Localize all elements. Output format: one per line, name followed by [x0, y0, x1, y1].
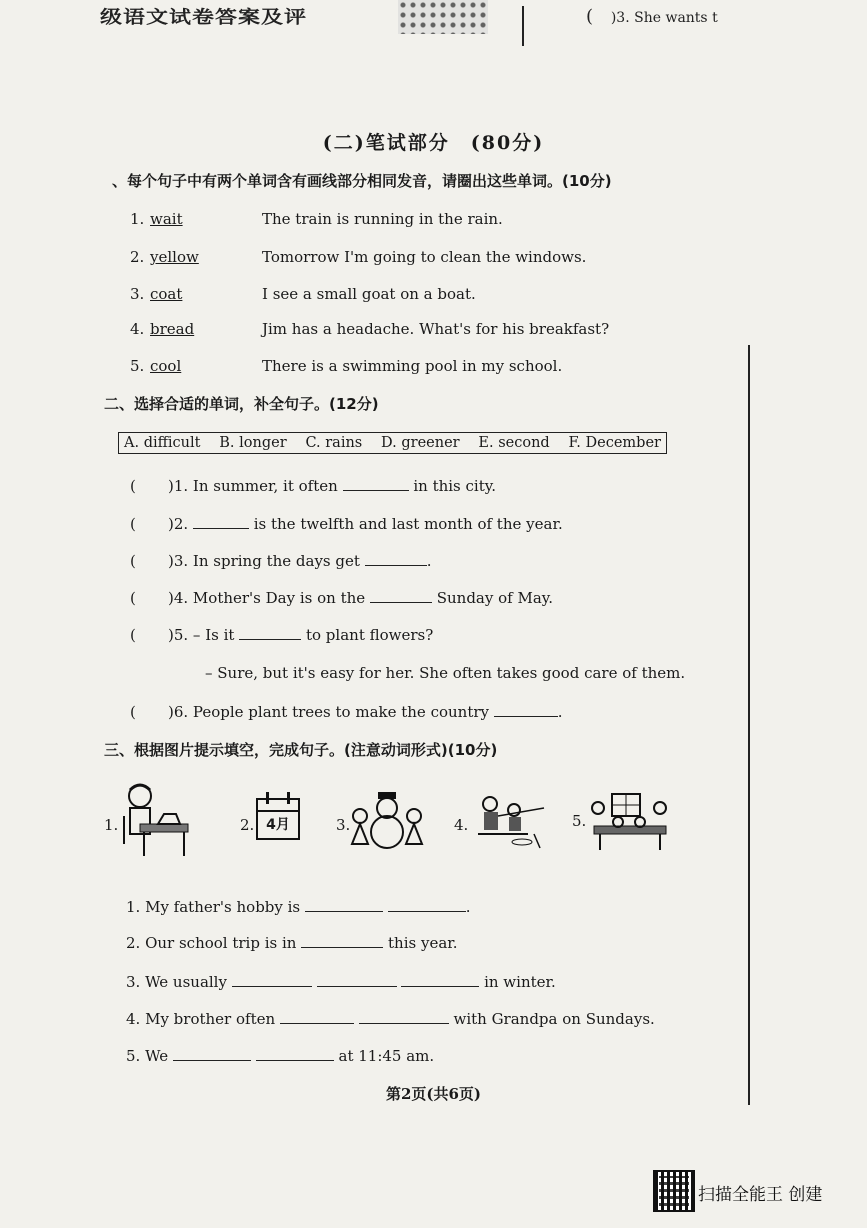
section2-item: ( )6. People plant trees to make the country . — [130, 703, 563, 721]
man-reading-picture — [118, 778, 193, 860]
section1-sentence: I see a small goat on a boat. — [262, 285, 476, 303]
answer-blank[interactable] — [401, 972, 479, 987]
section1-sentence: Jim has a headache. What's for his breakfast? — [262, 320, 610, 338]
answer-blank[interactable] — [317, 972, 397, 987]
margin-line — [748, 345, 750, 1105]
calendar-icon: 4月 — [256, 798, 300, 840]
section1-item: 4. bread — [130, 320, 195, 338]
answer-blank[interactable] — [239, 625, 301, 640]
section1-item: 2. yellow — [130, 248, 199, 266]
section3-item: 4. My brother often with Grandpa on Sundays. — [126, 1010, 655, 1028]
previous-page-fragment-text: 级语文试卷答案及评 — [100, 7, 308, 28]
answer-blank[interactable] — [280, 1009, 354, 1024]
section2-item: ( )4. Mother's Day is on the Sunday of May. — [130, 589, 554, 607]
option-f: F. December — [568, 435, 661, 451]
section2-item: ( )3. In spring the days get . — [130, 552, 432, 570]
page-footer: 第2页(共6页) — [385, 1085, 482, 1103]
option-e: E. second — [478, 435, 550, 451]
picture-number: 3. — [336, 816, 351, 834]
scanner-watermark: 扫描全能王 创建 — [698, 1185, 823, 1205]
picture-number: 5. — [572, 812, 587, 830]
answer-blank[interactable] — [232, 972, 312, 987]
picture-number: 2. — [240, 816, 255, 834]
section3-item: 3. We usually in winter. — [126, 973, 556, 991]
word-options-box — [118, 432, 667, 454]
option-a: A. difficult — [124, 435, 201, 451]
section3-item: 5. We at 11:45 am. — [126, 1047, 435, 1065]
answer-blank[interactable] — [494, 702, 558, 717]
page-title: (二)笔试部分 (80分) — [322, 132, 545, 154]
answer-blank[interactable] — [305, 897, 383, 912]
section2-item: ( )1. In summer, it often in this city. — [130, 477, 496, 495]
children-snowman-picture — [348, 788, 426, 854]
answer-blank[interactable] — [343, 476, 409, 491]
section1-item: 3. coat — [130, 285, 183, 303]
section3-item: 1. My father's hobby is . — [126, 898, 471, 916]
section1-heading: 、每个句子中有两个单词含有画线部分相同发音，请圈出这些单词。(10分) — [112, 172, 612, 190]
answer-blank[interactable] — [256, 1046, 334, 1061]
picture-number: 1. — [104, 816, 119, 834]
fishing-picture — [468, 790, 548, 850]
section2-item: ( )2. is the twelfth and last month of the year. — [130, 515, 563, 533]
section3-item: 2. Our school trip is in this year. — [126, 934, 458, 952]
answer-blank[interactable] — [173, 1046, 251, 1061]
picture-number: 4. — [454, 816, 469, 834]
section1-sentence: The train is running in the rain. — [262, 210, 503, 228]
section2-reply: – Sure, but it's easy for her. She often takes good care of them. — [205, 664, 686, 682]
answer-blank[interactable] — [193, 514, 249, 529]
section1-item: 5. cool — [130, 357, 182, 375]
answer-blank[interactable] — [359, 1009, 449, 1024]
decorative-pattern — [398, 0, 488, 34]
answer-blank[interactable] — [365, 551, 427, 566]
option-b: B. longer — [219, 435, 287, 451]
divider-line — [522, 6, 524, 46]
answer-blank[interactable] — [301, 933, 383, 948]
section1-item: 1. wait — [130, 210, 183, 228]
section3-heading: 三、根据图片提示填空，完成句子。(注意动词形式)(10分) — [104, 741, 498, 759]
family-lunch-picture — [586, 790, 676, 852]
option-d: D. greener — [381, 435, 460, 451]
previous-page-fragment-right: ( )3. She wants t — [586, 6, 718, 27]
section2-heading: 二、选择合适的单词，补全句子。(12分) — [104, 395, 379, 413]
section1-sentence: Tomorrow I'm going to clean the windows. — [262, 248, 587, 266]
section2-item: ( )5. – Is it to plant flowers? — [130, 626, 434, 644]
option-c: C. rains — [305, 435, 363, 451]
answer-blank[interactable] — [370, 588, 432, 603]
section1-sentence: There is a swimming pool in my school. — [262, 357, 563, 375]
qr-code-icon — [653, 1170, 695, 1212]
answer-blank[interactable] — [388, 897, 466, 912]
